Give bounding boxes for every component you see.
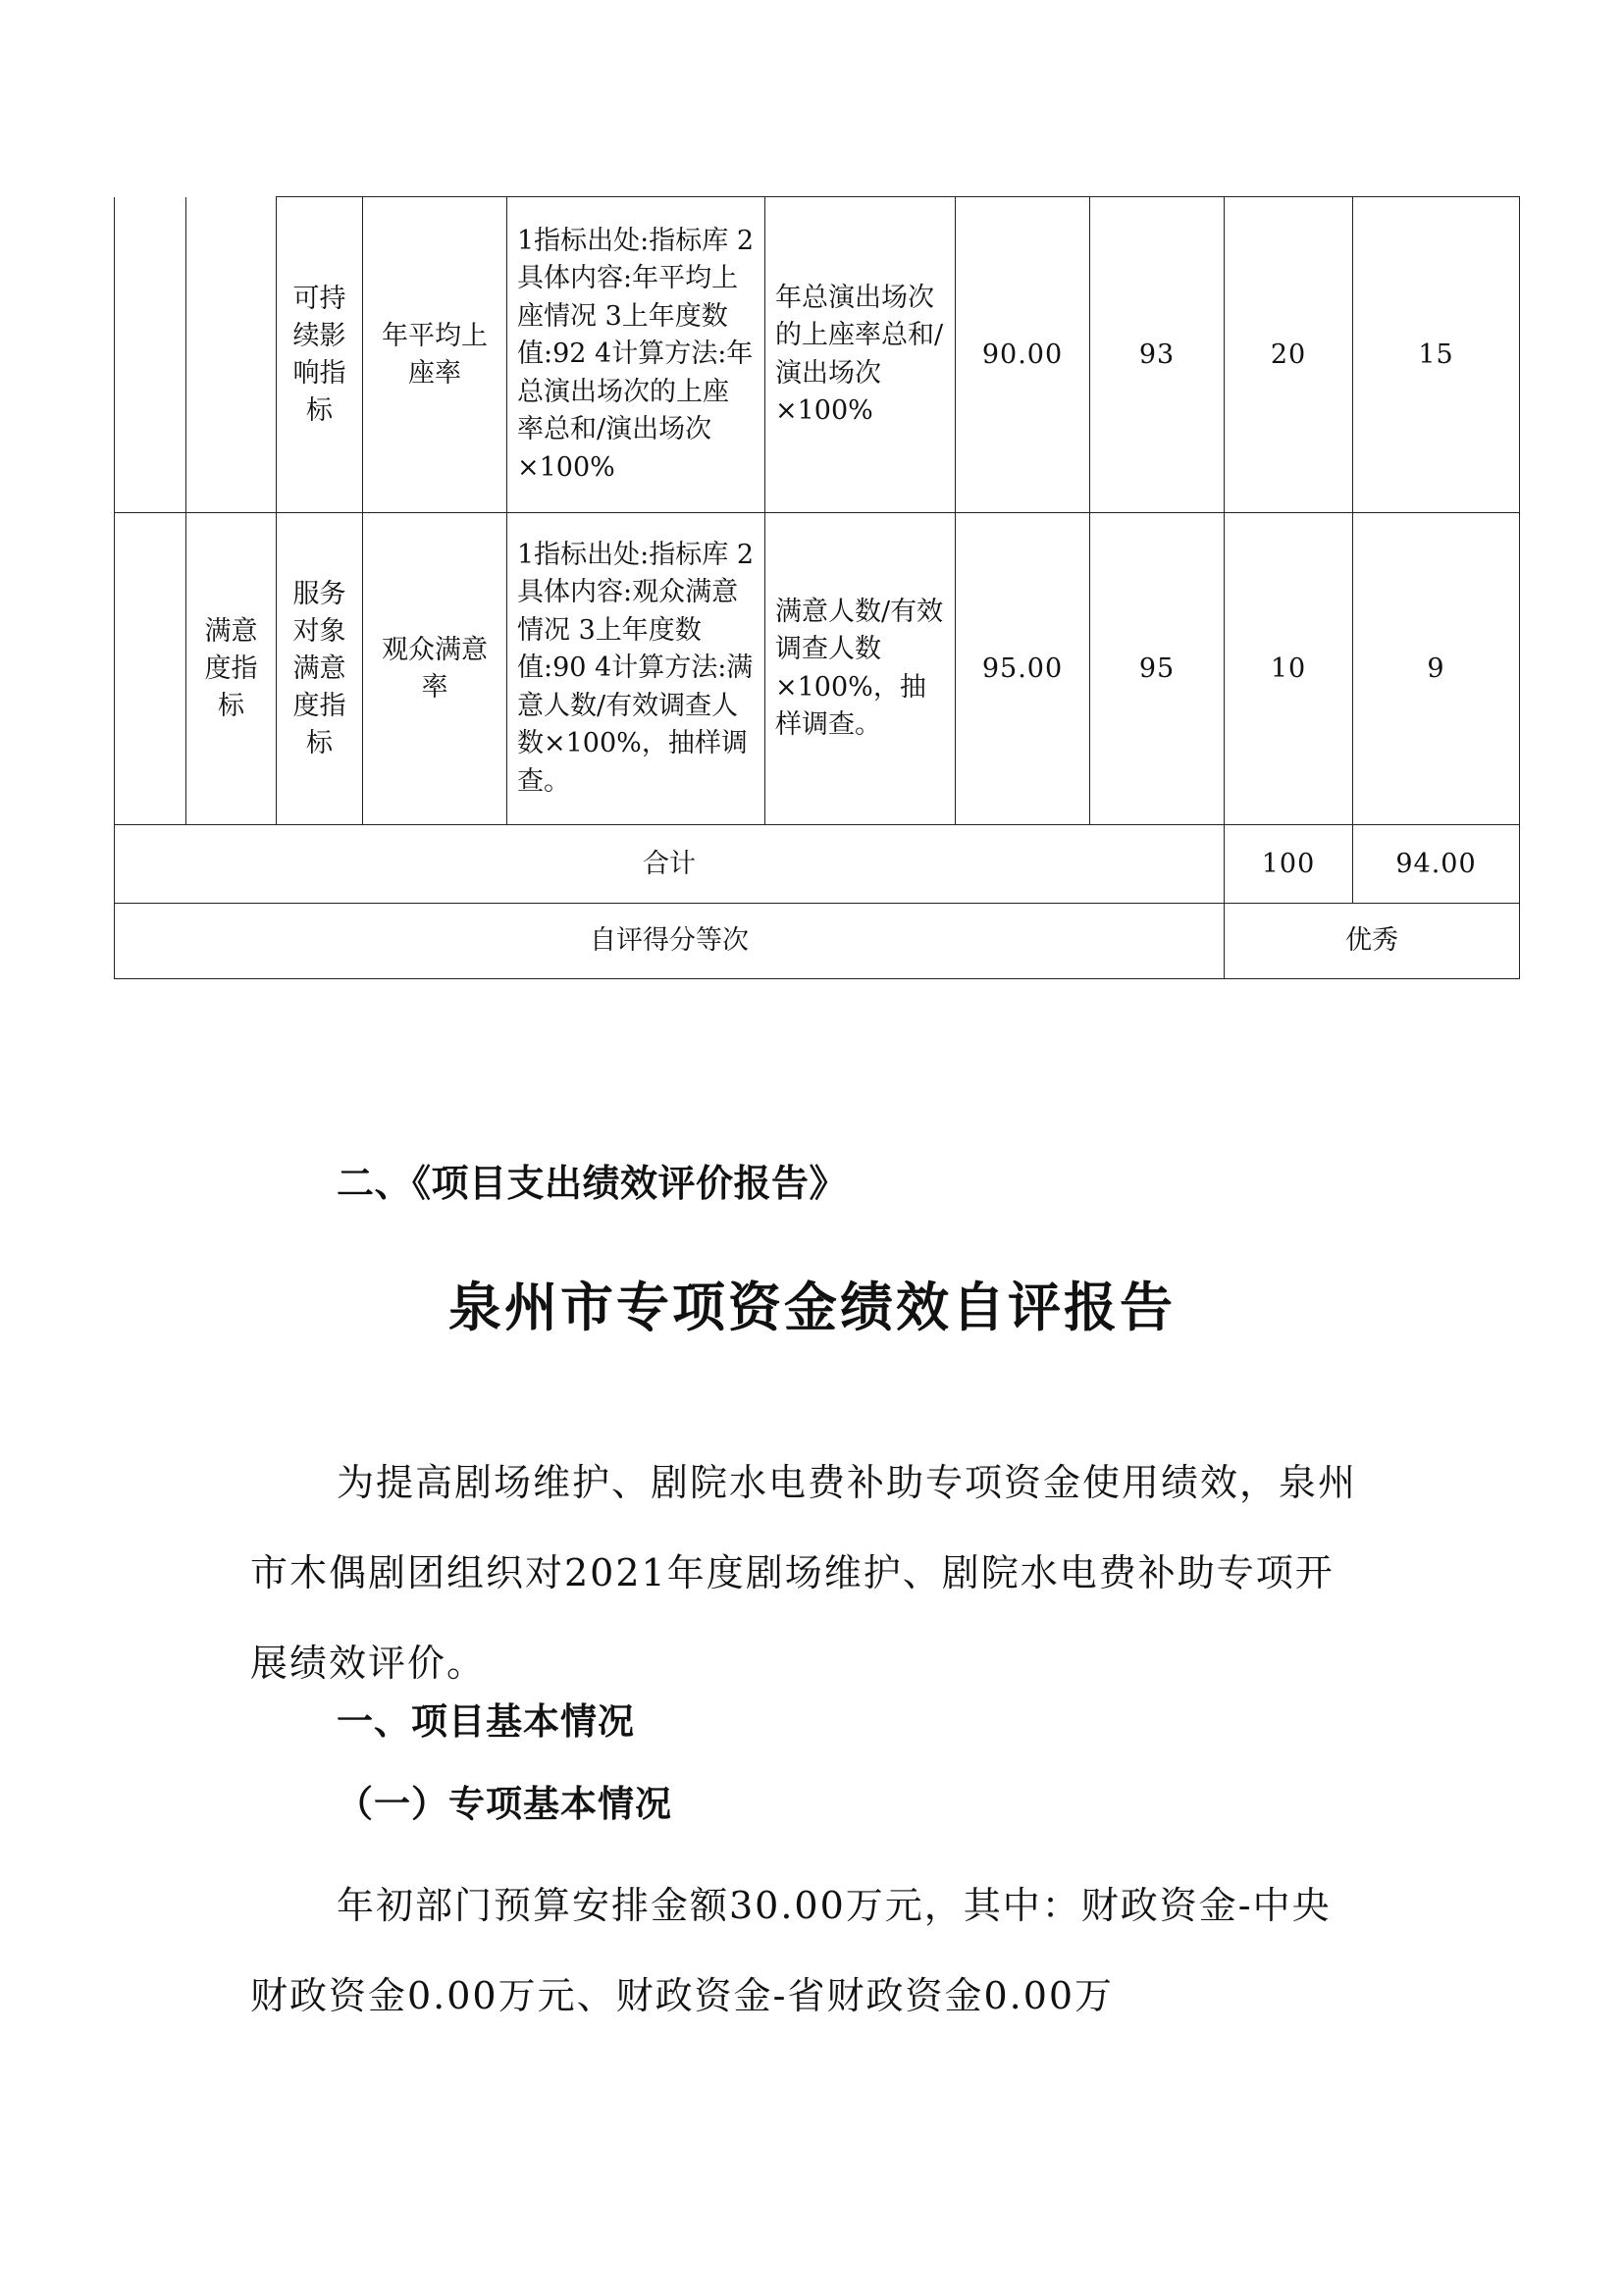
description-cell: 1指标出处:指标库 2具体内容:年平均上座情况 3上年度数值:92 4计算方法:年总演出场次的上座率总和/演出场次×100% xyxy=(507,197,765,513)
level0-cell xyxy=(115,513,186,825)
grade-row xyxy=(115,904,1520,979)
level2-cell: 服务对象满意度指标 xyxy=(277,513,363,825)
level2-cell: 可持续影响指标 xyxy=(277,197,363,513)
total-weight: 100 xyxy=(1225,825,1353,904)
actual-cell: 95 xyxy=(1090,513,1225,825)
level1-cell xyxy=(186,197,277,513)
table-row xyxy=(115,513,1520,825)
level0-cell xyxy=(115,197,186,513)
heading-special-fund-basics: （一）专项基本情况 xyxy=(337,1783,672,1825)
level1-cell: 满意度指标 xyxy=(186,513,277,825)
target-cell: 95.00 xyxy=(956,513,1090,825)
section-heading: 二、《项目支出绩效评价报告》 xyxy=(337,1162,848,1205)
grade-value: 优秀 xyxy=(1225,904,1520,979)
intro-paragraph: 为提高剧场维护、剧院水电费补助专项资金使用绩效，泉州市木偶剧团组织对2021年度剧场维护、剧院水电费补助专项开展绩效评价。 xyxy=(250,1461,1358,1685)
total-row xyxy=(115,825,1520,904)
total-score: 94.00 xyxy=(1353,825,1520,904)
performance-indicator-table xyxy=(114,196,1520,979)
budget-paragraph: 年初部门预算安排金额30.00万元，其中：财政资金-中央财政资金0.00万元、财政资金-省财政资金0.00万 xyxy=(250,1884,1332,2017)
indicator-cell: 年平均上座率 xyxy=(363,197,507,513)
weight-cell: 10 xyxy=(1225,513,1353,825)
heading-project-basics: 一、项目基本情况 xyxy=(337,1700,635,1743)
score-cell: 15 xyxy=(1353,197,1520,513)
weight-cell: 20 xyxy=(1225,197,1353,513)
table-row xyxy=(115,197,1520,513)
score-cell: 9 xyxy=(1353,513,1520,825)
total-label: 合计 xyxy=(115,825,1225,904)
target-cell: 90.00 xyxy=(956,197,1090,513)
report-title: 泉州市专项资金绩效自评报告 xyxy=(448,1277,1176,1338)
method-cell: 年总演出场次的上座率总和/演出场次×100% xyxy=(765,197,956,513)
actual-cell: 93 xyxy=(1090,197,1225,513)
indicator-cell: 观众满意率 xyxy=(363,513,507,825)
grade-label: 自评得分等次 xyxy=(115,904,1225,979)
method-cell: 满意人数/有效调查人数×100%，抽样调查。 xyxy=(765,513,956,825)
description-cell: 1指标出处:指标库 2具体内容:观众满意情况 3上年度数值:90 4计算方法:满意人数/有效调查人数×100%，抽样调查。 xyxy=(507,513,765,825)
